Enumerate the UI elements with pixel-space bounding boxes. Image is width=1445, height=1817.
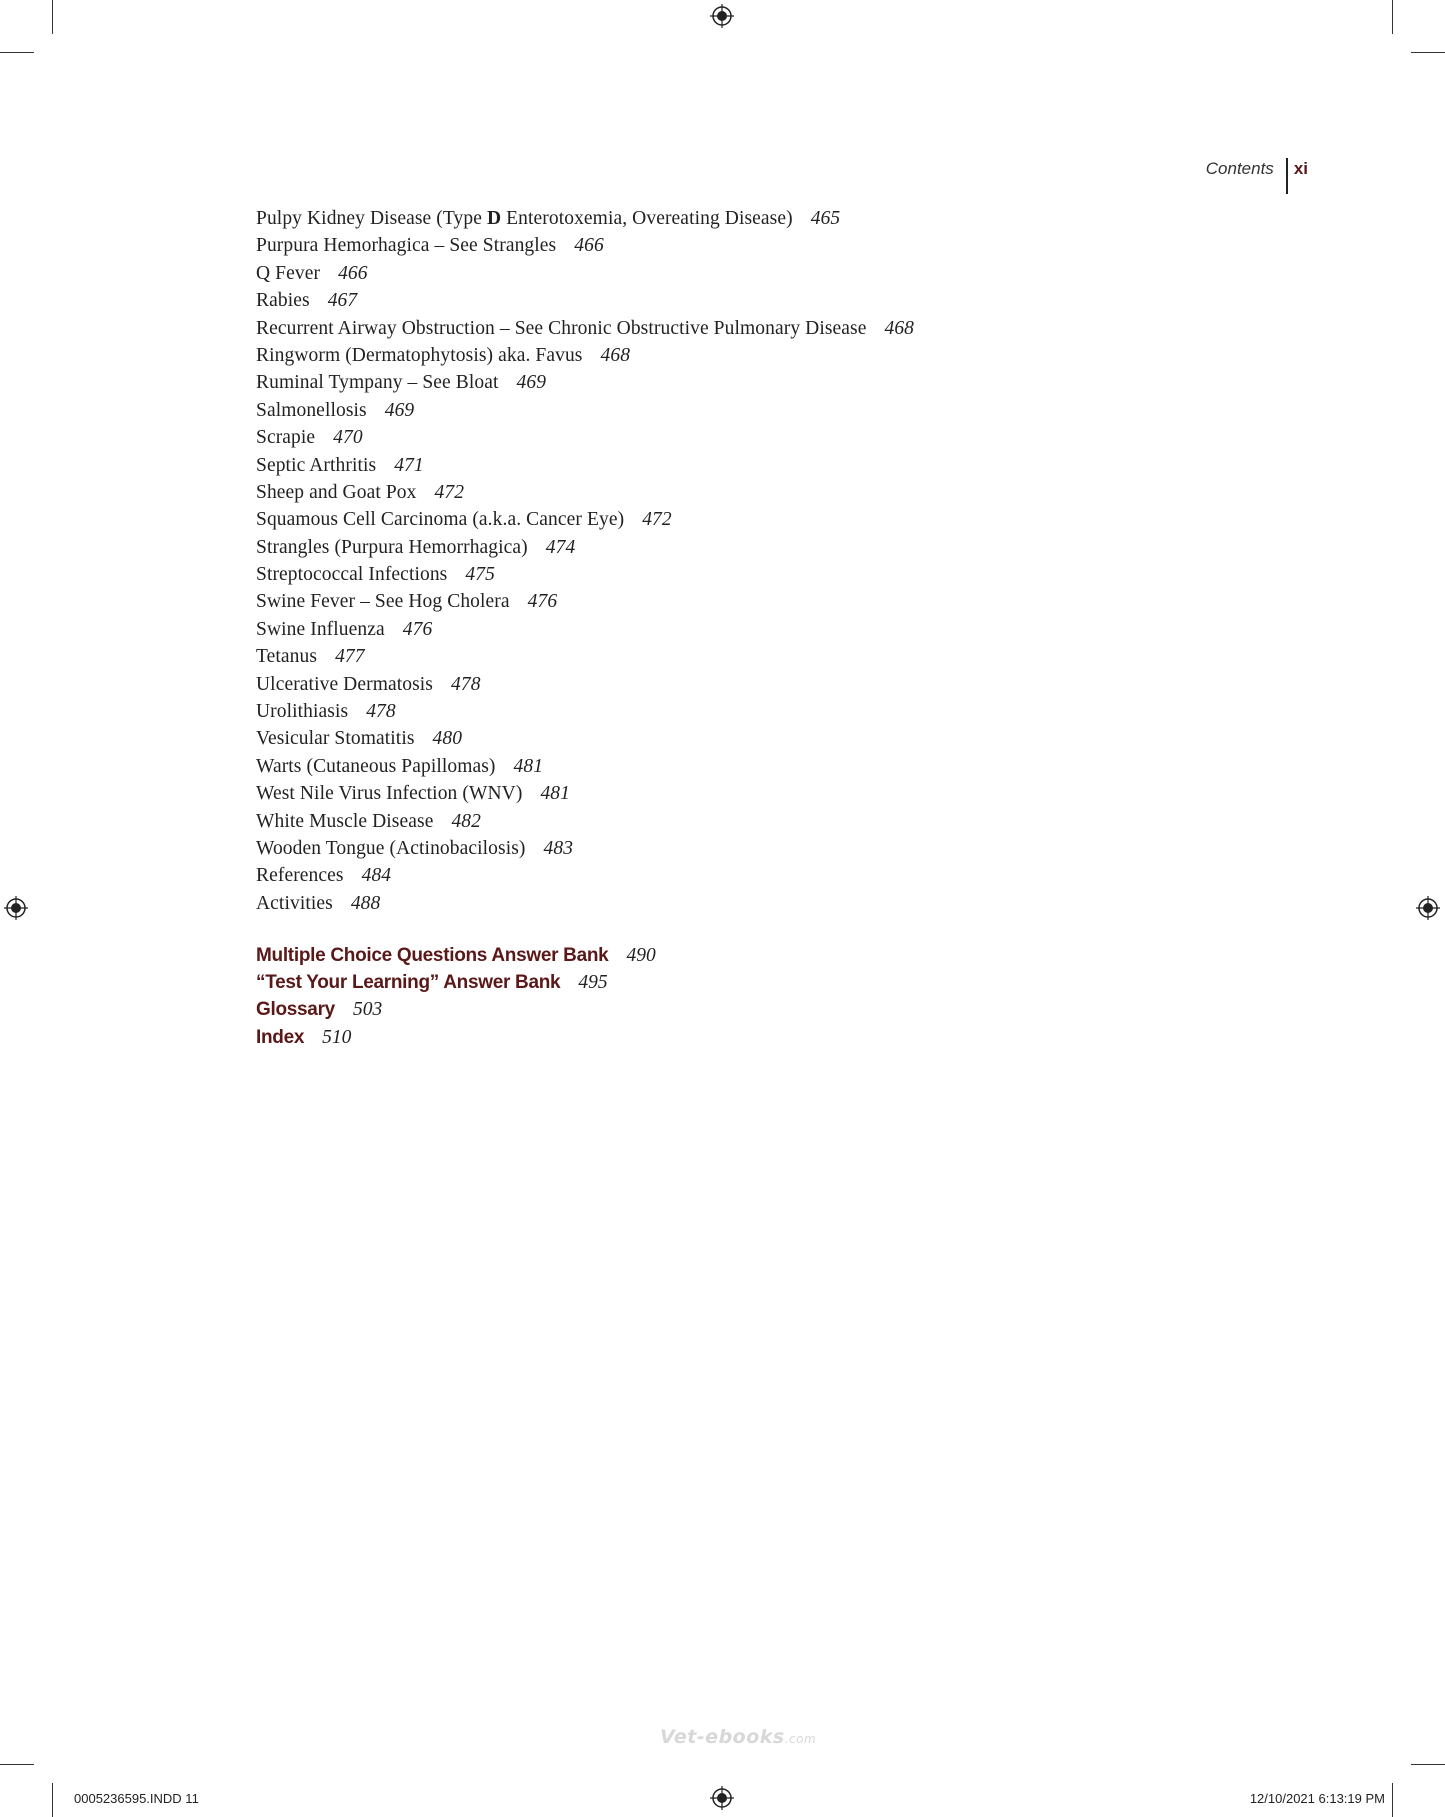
header-page-number: xi [1293,159,1308,178]
toc-entry-page: 484 [361,865,392,887]
toc-entry-title-text: Purpura Hemorhagica – See Strangles [256,235,557,257]
toc-entry-title-text: Scrapie [256,427,316,449]
toc-entry [256,260,914,287]
toc-entry-page: 476 [527,591,558,613]
back-matter-entry [256,942,656,969]
toc-entry [256,205,914,232]
toc-entry [256,616,914,643]
toc-entry-page: 467 [327,290,358,312]
toc-entry [256,671,914,698]
back-matter-page: 495 [578,972,608,994]
toc-entry [256,588,914,615]
toc-entry-page: 476 [402,618,433,640]
toc-entry-title [256,674,433,695]
toc-entry-title-text: Recurrent Airway Obstruction – See Chronic Obstructive Pulmonary Disease [256,317,867,339]
toc-entry-title [256,400,367,421]
crop-mark-bottom-left-vertical [52,1783,53,1817]
toc-entry-title [256,208,793,229]
toc-entry-list [256,205,914,917]
crop-mark-top-right-horizontal [1411,52,1445,53]
toc-entry-page: 488 [350,892,381,914]
toc-entry-title-text: Strangles (Purpura Hemorrhagica) [256,536,528,558]
toc-entry-title [256,235,556,256]
toc-entry-title-text: Sheep and Goat Pox [256,481,417,503]
toc-entry-page: 482 [451,810,482,832]
toc-entry-title-text: White Muscle Disease [256,810,434,832]
toc-entry-title [256,509,624,530]
toc-entry [256,397,914,424]
toc-entry-title-text-cont: Enterotoxemia, Overeating Disease) [501,208,793,229]
toc-entry [256,753,914,780]
toc-entry-title-text: Q Fever [256,262,321,284]
toc-entry-title-text: Ulcerative Dermatosis [256,673,433,695]
toc-entry-title-text: Wooden Tongue (Actinobacilosis) [256,837,526,859]
toc-entry-title [256,783,522,804]
toc-entry-title [256,646,317,667]
toc-entry-title-bold: D [486,208,502,229]
back-matter-title: Glossary [256,999,335,1021]
crop-mark-top-left-horizontal [0,52,34,53]
back-matter-page: 503 [352,999,383,1021]
toc-entry-page: 468 [884,317,915,339]
toc-entry [256,835,914,862]
back-matter-list [256,942,656,1051]
toc-entry [256,424,914,451]
toc-entry [256,479,914,506]
back-matter-page: 490 [626,945,656,966]
watermark-suffix: .com [784,1732,817,1746]
toc-entry-title-text: Ruminal Tympany – See Bloat [256,372,499,394]
toc-entry-title-text: Squamous Cell Carcinoma (a.k.a. Cancer Eye) [256,509,625,531]
toc-entry-page: 469 [384,399,415,421]
toc-entry-page: 483 [543,837,574,859]
toc-entry-title-text: West Nile Virus Infection (WNV) [256,783,523,805]
registration-mark-icon [4,896,28,920]
registration-mark-icon [1416,896,1440,920]
toc-entry-title [256,893,333,914]
registration-mark-icon [710,1786,734,1810]
toc-entry [256,315,914,342]
toc-entry-page: 470 [333,427,363,449]
toc-entry [256,780,914,807]
toc-entry-page: 481 [513,755,544,777]
toc-entry-title-text: Swine Fever – See Hog Cholera [256,591,510,613]
toc-entry-title [256,838,526,859]
toc-entry-page: 480 [432,728,463,750]
toc-entry-title-text: Vesicular Stomatitis [256,728,415,750]
toc-entry-page: 469 [516,372,547,394]
header-section-label: Contents [1205,159,1274,178]
toc-entry [256,287,914,314]
slug-file-name: 0005236595.INDD 11 [74,1791,199,1806]
crop-mark-top-left-vertical [52,0,53,34]
toc-entry [256,643,914,670]
toc-entry-title-text: Swine Influenza [256,618,385,640]
toc-entry-title-text: Warts (Cutaneous Papillomas) [256,755,496,777]
toc-entry-title [256,263,320,284]
toc-entry-title [256,591,510,612]
toc-entry-title [256,619,385,640]
crop-mark-top-right-vertical [1392,0,1393,34]
toc-entry [256,534,914,561]
back-matter-title: Multiple Choice Questions Answer Bank [256,945,609,966]
back-matter-page: 510 [322,1026,352,1048]
toc-entry [256,506,914,533]
crop-mark-bottom-left-horizontal [0,1764,34,1765]
toc-entry-page: 475 [465,564,495,586]
toc-entry-title [256,564,447,585]
toc-entry-title-text: Activities [256,892,333,914]
back-matter-entry [256,969,656,996]
toc-entry-title [256,345,583,366]
toc-entry-page: 466 [338,262,368,284]
back-matter-entry [256,1024,656,1051]
toc-entry-title [256,728,415,749]
toc-entry [256,862,914,889]
toc-entry-title-text: References [256,865,344,887]
watermark [660,1726,816,1748]
toc-entry-title-text: Salmonellosis [256,399,367,421]
crop-mark-bottom-right-horizontal [1411,1764,1445,1765]
toc-entry [256,342,914,369]
toc-entry-page: 465 [810,208,841,229]
toc-entry-title [256,537,528,558]
toc-entry-title [256,372,499,393]
toc-entry-page: 468 [600,344,631,366]
toc-entry-title-text: Tetanus [256,646,318,668]
toc-entry-title [256,701,348,722]
registration-mark-icon [710,4,734,28]
toc-entry-page: 466 [574,235,604,257]
slug-timestamp: 12/10/2021 6:13:19 PM [1249,1791,1385,1806]
toc-entry-title-text: Streptococcal Infections [256,564,448,586]
toc-entry-page: 478 [366,701,396,723]
toc-entry [256,725,914,752]
toc-entry-title [256,427,315,448]
toc-entry-title [256,318,866,339]
toc-entry [256,808,914,835]
toc-entry-page: 474 [545,536,576,558]
toc-entry-title-text: Septic Arthritis [256,454,377,476]
running-header [1206,158,1308,194]
toc-entry-title [256,756,496,777]
toc-entry-title-text: Ringworm (Dermatophytosis) aka. Favus [256,344,583,366]
toc-entry-title-text: Urolithiasis [256,701,349,723]
back-matter-title: “Test Your Learning” Answer Bank [256,972,561,994]
toc-entry-title-text: Rabies [256,290,310,312]
watermark-main: Vet-ebooks [660,1726,785,1748]
toc-entry-title [256,482,417,503]
toc-entry-page: 471 [394,454,424,476]
toc-entry-title [256,290,310,311]
toc-entry [256,698,914,725]
toc-entry-page: 478 [451,673,481,695]
back-matter-title: Index [256,1026,305,1048]
toc-entry-page: 472 [642,509,672,531]
toc-entry-title-text: Pulpy Kidney Disease (Type [256,208,487,229]
toc-entry-title [256,865,344,886]
crop-mark-bottom-right-vertical [1392,1783,1393,1817]
toc-entry [256,369,914,396]
toc-entry-title [256,811,433,832]
back-matter-entry [256,996,656,1023]
toc-entry-page: 477 [335,646,365,668]
toc-entry-page: 472 [434,481,465,503]
toc-entry [256,232,914,259]
toc-entry [256,452,914,479]
toc-entry [256,561,914,588]
toc-entry [256,890,914,917]
toc-entry-title [256,455,376,476]
toc-entry-page: 481 [540,783,570,805]
